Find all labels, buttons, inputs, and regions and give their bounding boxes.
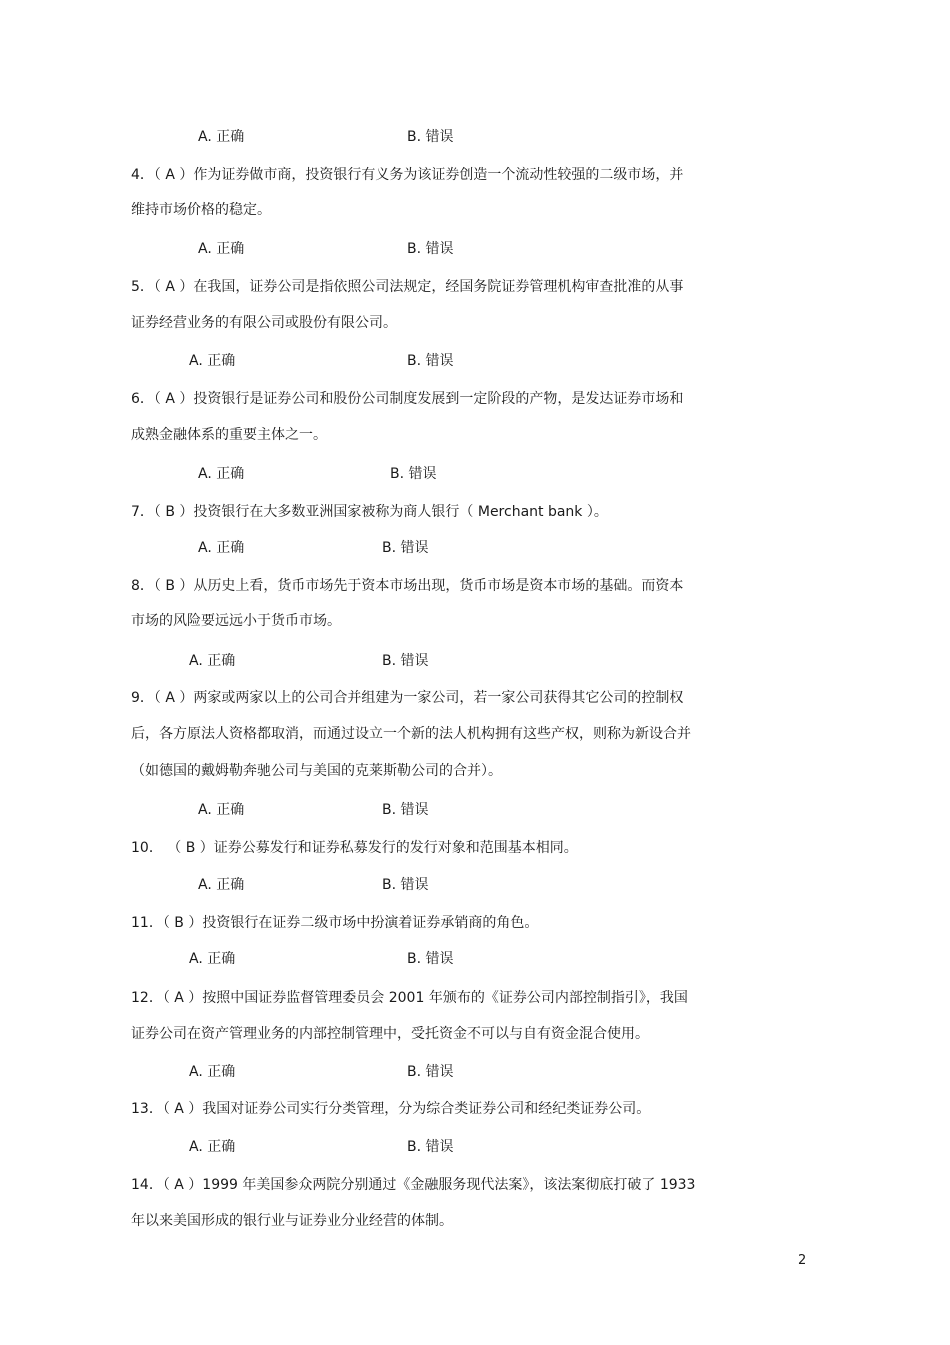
option-a: A. 正确	[198, 540, 245, 556]
option-b: B. 错误	[382, 802, 429, 818]
option-a: A. 正确	[189, 951, 236, 967]
option-a: A. 正确	[198, 129, 245, 145]
option-b: B. 错误	[407, 353, 454, 369]
question-12-line-2: 证券公司在资产管理业务的内部控制管理中，受托资金不可以与自有资金混合使用。	[131, 1026, 649, 1042]
question-5-line-1: 5．（ A ）在我国，证券公司是指依照公司法规定，经国务院证券管理机构审查批准的从事	[131, 279, 684, 295]
question-11-line-1: 11．（ B ）投资银行在证券二级市场中扮演着证券承销商的角色。	[131, 915, 539, 931]
option-a: A. 正确	[189, 653, 236, 669]
option-b: B. 错误	[407, 129, 454, 145]
question-10-line-1: 10． （ B ）证券公募发行和证券私募发行的发行对象和范围基本相同。	[131, 840, 578, 856]
question-6-line-1: 6．（ A ）投资银行是证券公司和股份公司制度发展到一定阶段的产物，是发达证券市场和	[131, 391, 684, 407]
question-4-line-1: 4．（ A ）作为证券做市商，投资银行有义务为该证券创造一个流动性较强的二级市场，并	[131, 167, 684, 183]
option-a: A. 正确	[189, 1064, 236, 1080]
question-9-line-3: （如德国的戴姆勒奔驰公司与美国的克莱斯勒公司的合并）。	[131, 763, 502, 779]
question-14-line-1: 14．（ A ）1999 年美国参众两院分别通过《金融服务现代法案》，该法案彻底打破了 1933	[131, 1177, 696, 1193]
page-number: 2	[798, 1253, 807, 1268]
question-13-line-1: 13．（ A ）我国对证券公司实行分类管理，分为综合类证券公司和经纪类证券公司。	[131, 1101, 651, 1117]
option-a: A. 正确	[198, 802, 245, 818]
option-b: B. 错误	[407, 241, 454, 257]
question-8-line-1: 8．（ B ）从历史上看，货币市场先于资本市场出现，货币市场是资本市场的基础。而资本	[131, 578, 684, 594]
question-8-line-2: 市场的风险要远远小于货币市场。	[131, 613, 341, 629]
question-4-line-2: 维持市场价格的稳定。	[131, 202, 271, 218]
option-a: A. 正确	[198, 241, 245, 257]
question-12-line-1: 12．（ A ）按照中国证券监督管理委员会 2001 年颁布的《证券公司内部控制指引》，我国	[131, 990, 688, 1006]
option-a: A. 正确	[189, 353, 236, 369]
option-a: A. 正确	[189, 1139, 236, 1155]
question-9-line-2: 后，各方原法人资格都取消，而通过设立一个新的法人机构拥有这些产权，则称为新设合并	[131, 726, 691, 742]
question-7-line-1: 7．（ B ）投资银行在大多数亚洲国家被称为商人银行（ Merchant bank ）。	[131, 504, 608, 520]
option-b: B. 错误	[407, 1064, 454, 1080]
question-14-line-2: 年以来美国形成的银行业与证券业分业经营的体制。	[131, 1213, 453, 1229]
option-b: B. 错误	[390, 466, 437, 482]
option-a: A. 正确	[198, 877, 245, 893]
option-b: B. 错误	[382, 540, 429, 556]
option-b: B. 错误	[382, 653, 429, 669]
question-6-line-2: 成熟金融体系的重要主体之一。	[131, 427, 327, 443]
question-9-line-1: 9．（ A ）两家或两家以上的公司合并组建为一家公司，若一家公司获得其它公司的控制权	[131, 690, 684, 706]
question-5-line-2: 证券经营业务的有限公司或股份有限公司。	[131, 315, 397, 331]
option-a: A. 正确	[198, 466, 245, 482]
option-b: B. 错误	[382, 877, 429, 893]
option-b: B. 错误	[407, 1139, 454, 1155]
option-b: B. 错误	[407, 951, 454, 967]
